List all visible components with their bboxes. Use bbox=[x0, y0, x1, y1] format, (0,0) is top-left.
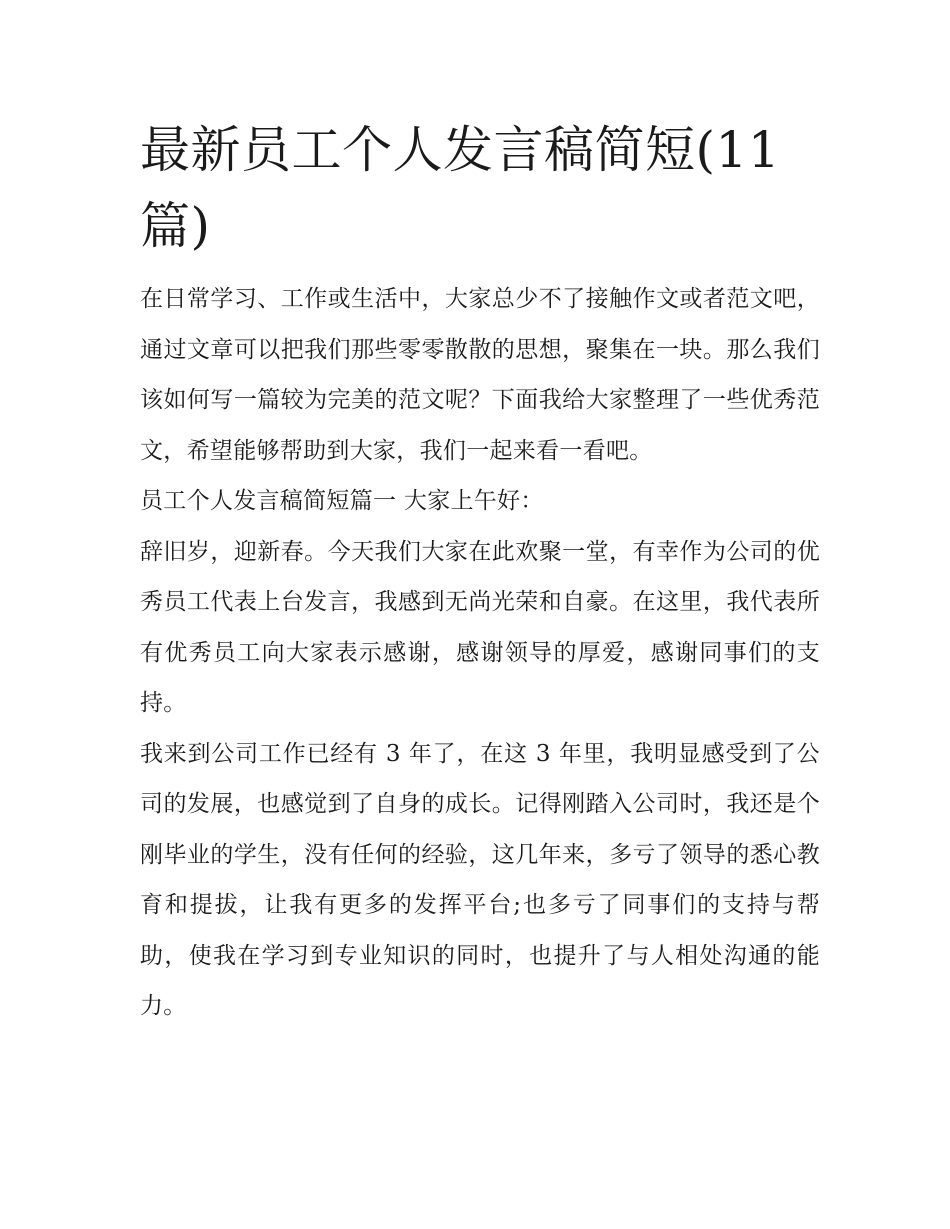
document-title: 最新员工个人发言稿简短(11篇) bbox=[140, 121, 781, 255]
document-page bbox=[140, 112, 820, 1032]
intro-paragraph: 在日常学习、工作或生活中，大家总少不了接触作文或者范文吧，通过文章可以把我们那些零零散散的思想，聚集在一块。那么我们该如何写一篇较为完美的范文呢？下面我给大家整理了一些优秀范文，希望能够帮助到大家，我们一起来看一看吧。 bbox=[140, 286, 820, 464]
body-paragraph: 辞旧岁，迎新春。今天我们大家在此欢聚一堂，有幸作为公司的优秀员工代表上台发言，我感到无尚光荣和自豪。在这里，我代表所有优秀员工向大家表示感谢，感谢领导的厚爱，感谢同事们的支持。 bbox=[140, 538, 820, 716]
body-paragraph: 我来到公司工作已经有 3 年了，在这 3 年里，我明显感受到了公司的发展，也感觉到了自身的成长。记得刚踏入公司时，我还是个刚毕业的学生，没有任何的经验，这几年来，多亏了领导的悉心教育和提拔，让我有更多的发挥平台;也多亏了同事们的支持与帮助，使我在学习到专业知识的同时，也提升了与人相处沟通的能力。 bbox=[140, 740, 820, 1019]
section-heading-paragraph: 员工个人发言稿简短篇一 大家上午好： bbox=[140, 488, 544, 514]
